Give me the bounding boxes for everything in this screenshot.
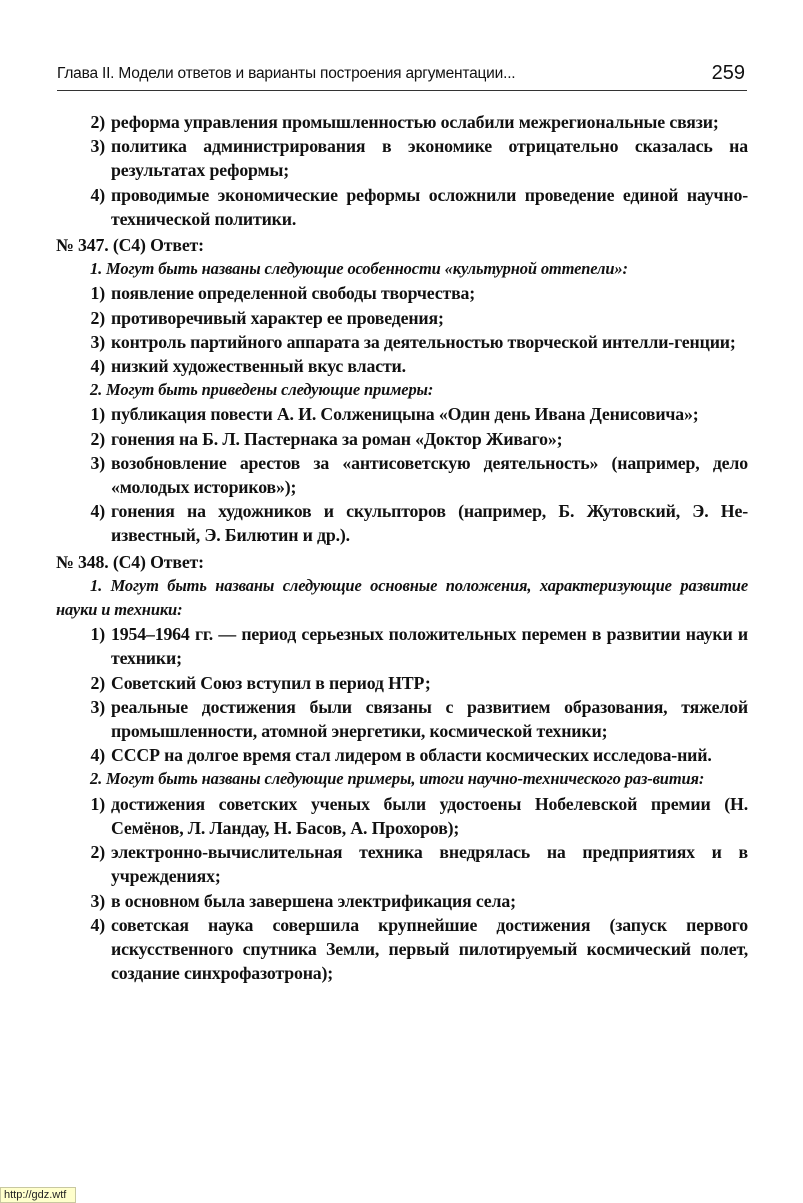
- list-item: 3) в основном была завершена электрификация села;: [90, 890, 516, 911]
- list-item: 1) 1954–1964 гг. — период серьезных положительных перемен в развитии науки и техники;: [90, 624, 748, 669]
- q347-part1-title: 1. Могут быть названы следующие особенности «культурной оттепели»:: [90, 259, 628, 279]
- list-item: 2) противоречивый характер ее проведения;: [90, 307, 444, 328]
- list-item: 4) низкий художественный вкус власти.: [90, 356, 406, 377]
- page-header: [57, 62, 747, 91]
- q348-part1-title: 1. Могут быть названы следующие основные положения, характеризующие развитие науки и техники:: [56, 575, 748, 620]
- list-item: 3) контроль партийного аппарата за деятельностью творческой интелли-генции;: [90, 331, 736, 352]
- list-item: 1) появление определенной свободы творчества;: [90, 283, 476, 304]
- list-item: 3) политика администрирования в экономике отрицательно сказалась на результатах реформы;: [90, 136, 748, 181]
- question-348-heading: № 348. (С4) Ответ:: [56, 551, 204, 572]
- q347-part2-title: 2. Могут быть приведены следующие примеры:: [90, 380, 434, 400]
- list-item: 4) советская наука совершила крупнейшие достижения (запуск первого искусственного спутника Земли, первый пилотируемый космический полет, создание синхрофазотрона);: [90, 914, 748, 984]
- list-item: 2) Советский Союз вступил в период НТР;: [90, 672, 431, 693]
- list-item: 4) гонения на художников и скульпторов (например, Б. Жутовский, Э. Не-известный, Э. Билютин и др.).: [90, 501, 748, 546]
- q348-part2-title: 2. Могут быть названы следующие примеры, итоги научно-технического раз-вития:: [90, 769, 705, 789]
- running-title: Глава II. Модели ответов и варианты построения аргументации...: [57, 65, 516, 82]
- list-item: 4) проводимые экономические реформы осложнили проведение единой научно-технической политики.: [90, 184, 748, 229]
- page-content: [56, 110, 748, 985]
- list-item: 3) возобновление арестов за «антисоветскую деятельность» (например, дело «молодых историков»);: [90, 452, 748, 498]
- list-item: 4) СССР на долгое время стал лидером в области космических исследова-ний.: [90, 745, 712, 766]
- question-347-heading: № 347. (С4) Ответ:: [56, 235, 204, 256]
- list-item: 1) достижения советских ученых были удостоены Нобелевской премии (Н. Семёнов, Л. Ландау, Н. Басов, А. Прохоров);: [90, 793, 748, 838]
- watermark-link[interactable]: http://gdz.wtf: [0, 1187, 76, 1203]
- list-item: 3) реальные достижения были связаны с развитием образования, тяжелой промышленности, атомной энергетики, космической техники;: [90, 696, 748, 742]
- list-item: 2) гонения на Б. Л. Пастернака за роман «Доктор Живаго»;: [90, 428, 563, 449]
- page-number: 259: [711, 62, 745, 84]
- list-item: 2) электронно-вычислительная техника внедрялась на предприятиях и в учреждениях;: [90, 842, 748, 887]
- list-item: 2) реформа управления промышленностью ослабили межрегиональные связи;: [90, 112, 719, 132]
- list-item: 1) публикация повести А. И. Солженицына «Один день Ивана Денисовича»;: [90, 404, 699, 425]
